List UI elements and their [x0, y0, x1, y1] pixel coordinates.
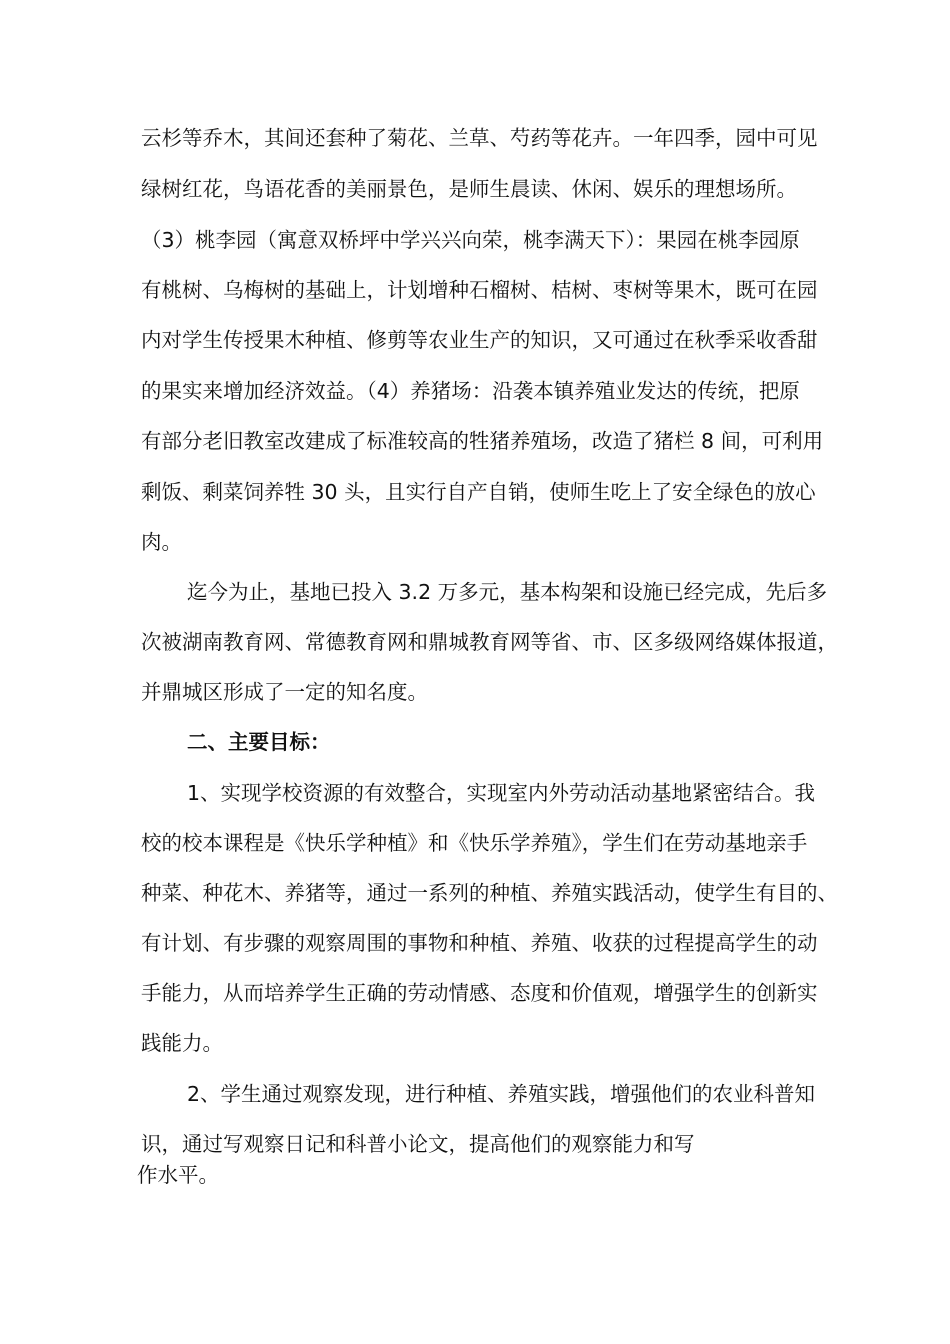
- text-line-22: 作水平。: [137, 1163, 219, 1187]
- text-line-16: 种菜、种花木、养猪等，通过一系列的种植、养殖实践活动，使学生有目的、: [141, 881, 838, 905]
- text-line-8: 剩饭、剩菜饲养牲 30 头，且实行自产自销，使师生吃上了安全绿色的放心: [141, 480, 816, 504]
- text-line-2: 绿树红花，鸟语花香的美丽景色，是师生晨读、休闲、娱乐的理想场所。: [141, 177, 797, 201]
- text-line-6: 的果实来增加经济效益。（4）养猪场：沿袭本镇养殖业发达的传统，把原: [141, 379, 800, 403]
- text-line-18: 手能力，从而培养学生正确的劳动情感、态度和价值观，增强学生的创新实: [141, 981, 818, 1005]
- text-line-7: 有部分老旧教室改建成了标准较高的牲猪养殖场，改造了猪栏 8 间，可利用: [141, 429, 824, 453]
- text-line-12: 并鼎城区形成了一定的知名度。: [141, 680, 428, 704]
- text-line-1: 云杉等乔木，其间还套种了菊花、兰草、芍药等花卉。一年四季，园中可见: [141, 126, 818, 150]
- text-line-14: 1、实现学校资源的有效整合，实现室内外劳动活动基地紧密结合。我: [187, 781, 816, 805]
- text-line-21: 识，通过写观察日记和科普小论文，提高他们的观察能力和写: [141, 1132, 695, 1156]
- section-heading: 二、主要目标：: [187, 730, 331, 754]
- text-line-5: 内对学生传授果木种植、修剪等农业生产的知识，又可通过在秋季采收香甜: [141, 328, 818, 352]
- text-line-15: 校的校本课程是《快乐学种植》和《快乐学养殖》，学生们在劳动基地亲手: [141, 831, 808, 855]
- text-line-9: 肉。: [141, 530, 182, 554]
- text-line-19: 践能力。: [141, 1031, 223, 1055]
- text-line-20: 2、学生通过观察发现，进行种植、养殖实践，增强他们的农业科普知: [187, 1082, 816, 1106]
- text-line-11: 次被湖南教育网、常德教育网和鼎城教育网等省、市、区多级网络媒体报道，: [141, 630, 838, 654]
- text-line-10: 迄今为止，基地已投入 3.2 万多元，基本构架和设施已经完成，先后多: [187, 580, 828, 604]
- text-line-3: （3）桃李园（寓意双桥坪中学兴兴向荣，桃李满天下）：果园在桃李园原: [141, 228, 800, 252]
- text-line-4: 有桃树、乌梅树的基础上，计划增种石榴树、桔树、枣树等果木，既可在园: [141, 278, 818, 302]
- text-line-17: 有计划、有步骤的观察周围的事物和种植、养殖、收获的过程提高学生的动: [141, 931, 818, 955]
